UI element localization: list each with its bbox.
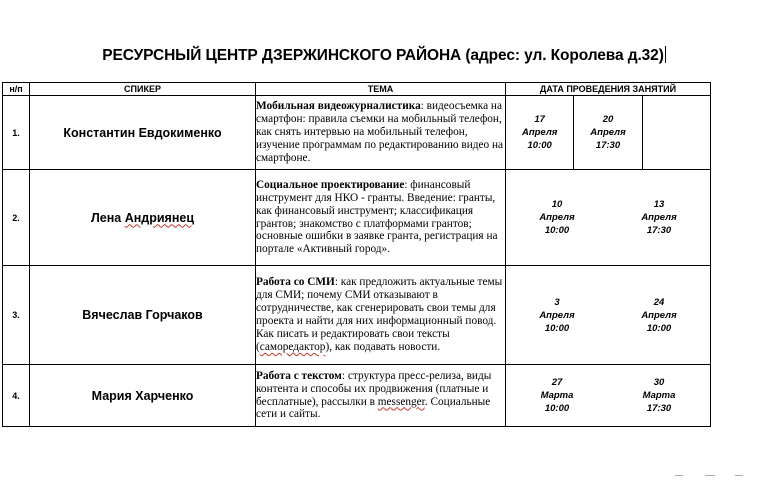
header-topic: ТЕМА bbox=[256, 83, 506, 96]
speaker-name: Вячеслав Горчаков bbox=[30, 266, 256, 365]
schedule-table bbox=[2, 82, 711, 427]
session-date bbox=[608, 365, 710, 426]
topic-description: : как предложить актуальные темы для СМИ; почему СМИ отказывают в сотрудничестве, как сгенерировать свои темы для проекта и найти для них информационный повод. Как писать и редактировать свои тексты ( bbox=[256, 276, 503, 353]
date-time: 10:00 bbox=[646, 322, 672, 334]
date-time: 17:30 bbox=[646, 403, 672, 414]
date-time: 10:00 bbox=[544, 225, 570, 236]
topic-misspelled-word: messenger bbox=[377, 395, 425, 408]
date-day: 27 bbox=[551, 377, 563, 388]
dates-cell bbox=[506, 365, 711, 427]
topic-description: : финансовый инструмент для НКО - гранты. Введение: гранты, как финансовый инструмент; классификация грантов; знакомство с платформами грантов; основные ошибки в заявке гранта, регистрация на портале «Активный город». bbox=[256, 178, 498, 256]
header-speaker: СПИКЕР bbox=[30, 83, 256, 96]
date-day: 20 bbox=[602, 114, 614, 125]
session-date-empty bbox=[643, 96, 710, 169]
topic-title: Работа со СМИ bbox=[256, 276, 335, 289]
topic-description: : структура пресс-релиза, виды контента и способы их продвижения (платные и бесплатные), рассылки в bbox=[256, 369, 492, 408]
table-row bbox=[3, 266, 711, 365]
header-num: н/п bbox=[3, 83, 30, 96]
date-month: Апреля bbox=[590, 127, 626, 138]
topic-description-end: ), как подавать новости. bbox=[325, 340, 441, 353]
text-cursor bbox=[665, 46, 666, 63]
date-month: Апреля bbox=[539, 309, 575, 321]
topic-description-end: . Социальные сети и сайты. bbox=[256, 395, 491, 421]
date-time: 10:00 bbox=[527, 140, 552, 151]
dates-cell bbox=[506, 170, 711, 266]
topic-title: Мобильная видеожурналистика bbox=[256, 100, 421, 113]
date-month: Апреля bbox=[641, 212, 677, 223]
page-title bbox=[0, 46, 768, 65]
speaker-name bbox=[30, 170, 256, 266]
date-month: Апреля bbox=[521, 127, 558, 138]
topic-cell bbox=[256, 365, 506, 427]
topic-cell bbox=[256, 266, 506, 365]
session-date bbox=[608, 266, 710, 364]
session-date bbox=[506, 170, 608, 265]
speaker-name: Мария Харченко bbox=[30, 365, 256, 427]
date-month: Марта bbox=[540, 390, 574, 401]
session-date bbox=[506, 365, 608, 426]
date-day: 13 bbox=[653, 199, 665, 210]
topic-title: Социальное проектирование bbox=[256, 178, 405, 191]
table-row bbox=[3, 170, 711, 266]
header-row bbox=[3, 83, 711, 96]
row-number: 3. bbox=[3, 266, 30, 365]
topic-misspelled-word: саморедактор bbox=[259, 340, 326, 353]
topic-cell bbox=[256, 170, 506, 266]
session-date bbox=[608, 170, 710, 265]
speaker-name: Константин Евдокименко bbox=[30, 96, 256, 170]
date-day: 17 bbox=[534, 114, 545, 125]
date-month: Апреля bbox=[539, 212, 575, 223]
session-date bbox=[574, 96, 642, 169]
table-row bbox=[3, 96, 711, 170]
date-month: Апреля bbox=[641, 309, 677, 321]
date-time: 10:00 bbox=[544, 403, 570, 414]
date-time: 17:30 bbox=[595, 140, 621, 151]
date-time: 10:00 bbox=[544, 322, 570, 334]
row-number: 4. bbox=[3, 365, 30, 427]
speaker-last-name: Андриянец bbox=[124, 210, 194, 225]
date-day: 10 bbox=[551, 199, 563, 210]
page-footer-marks bbox=[665, 468, 768, 480]
date-day: 24 bbox=[653, 296, 665, 308]
topic-title: Работа с текстом bbox=[256, 369, 342, 382]
row-number: 2. bbox=[3, 170, 30, 266]
table-row bbox=[3, 365, 711, 427]
row-number: 1. bbox=[3, 96, 30, 170]
session-date bbox=[506, 266, 608, 364]
date-day: 30 bbox=[653, 377, 665, 388]
topic-description: : видеосъемка на смартфон: правила съемки на мобильный телефон, как снять интервью на мобильный телефон, изучение программам по редактированию видео на смартфоне. bbox=[256, 100, 504, 164]
topic-cell bbox=[256, 96, 506, 170]
date-month: Марта bbox=[642, 390, 676, 401]
dates-cell bbox=[506, 96, 711, 170]
date-time: 17:30 bbox=[646, 225, 672, 236]
speaker-first-name: Лена bbox=[90, 210, 125, 225]
dates-cell bbox=[506, 266, 711, 365]
title-text: РЕСУРСНЫЙ ЦЕНТР ДЗЕРЖИНСКОГО РАЙОНА (адрес: ул. Королева д.32) bbox=[102, 47, 664, 64]
header-dates: ДАТА ПРОВЕДЕНИЯ ЗАНЯТИЙ bbox=[506, 83, 711, 96]
date-day: 3 bbox=[554, 296, 560, 308]
session-date bbox=[506, 96, 574, 169]
